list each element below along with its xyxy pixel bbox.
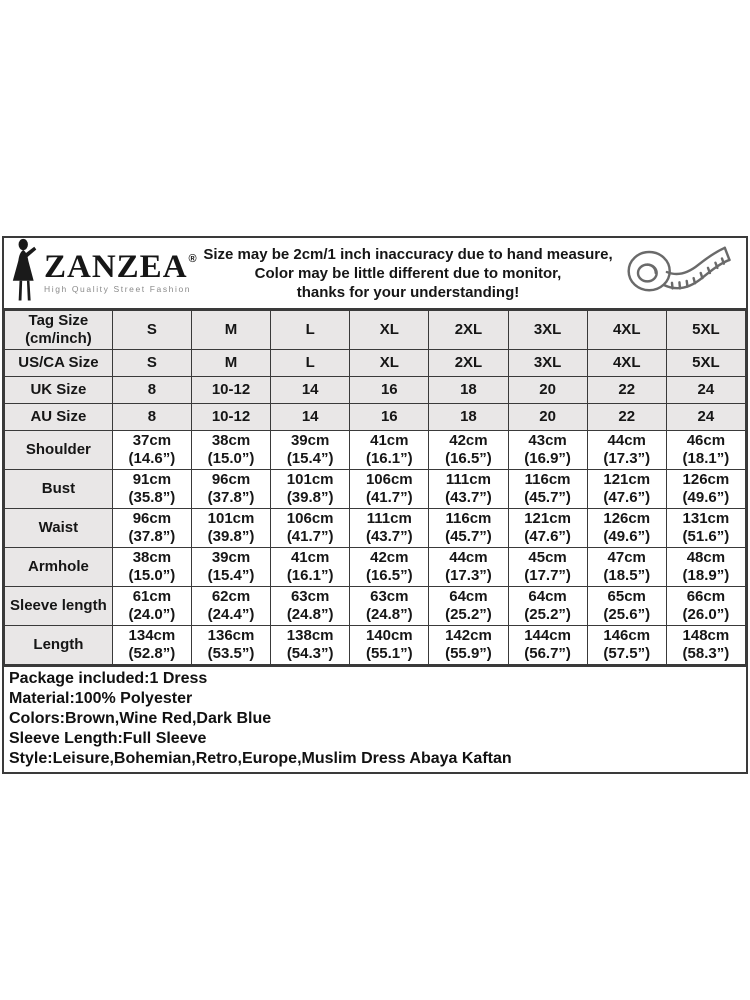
- detail-line: Style:Leisure,Bohemian,Retro,Europe,Muslim Dress Abaya Kaftan: [9, 750, 512, 767]
- size-cell: 126cm (49.6”): [666, 470, 745, 509]
- size-cell: 8: [112, 404, 191, 431]
- size-cell: 134cm (52.8”): [112, 626, 191, 665]
- size-cell: 39cm (15.4”): [191, 548, 270, 587]
- size-cell: L: [271, 311, 350, 350]
- size-cell: 64cm (25.2”): [429, 587, 508, 626]
- size-cell: 116cm (45.7”): [508, 470, 587, 509]
- size-cell: 47cm (18.5”): [587, 548, 666, 587]
- detail-line: Package included:1 Dress: [9, 670, 208, 687]
- row-label: UK Size: [5, 377, 113, 404]
- table-row: [5, 548, 746, 587]
- size-cell: 2XL: [429, 350, 508, 377]
- detail-line: Sleeve Length:Full Sleeve: [9, 730, 207, 747]
- size-cell: 14: [271, 377, 350, 404]
- size-cell: 131cm (51.6”): [666, 509, 745, 548]
- row-label: Waist: [5, 509, 113, 548]
- registered-mark: ®: [188, 253, 198, 265]
- size-cell: 106cm (41.7”): [350, 470, 429, 509]
- table-row: [5, 350, 746, 377]
- size-cell: 136cm (53.5”): [191, 626, 270, 665]
- size-cell: S: [112, 350, 191, 377]
- size-cell: 22: [587, 404, 666, 431]
- size-cell: L: [271, 350, 350, 377]
- size-chart-sheet: [2, 236, 748, 774]
- size-cell: 140cm (55.1”): [350, 626, 429, 665]
- table-row: [5, 470, 746, 509]
- size-cell: 4XL: [587, 350, 666, 377]
- table-row: [5, 404, 746, 431]
- size-cell: 42cm (16.5”): [350, 548, 429, 587]
- size-cell: 24: [666, 404, 745, 431]
- row-label: Tag Size (cm/inch): [5, 311, 113, 350]
- size-cell: 39cm (15.4”): [271, 431, 350, 470]
- size-cell: 63cm (24.8”): [271, 587, 350, 626]
- size-cell: 61cm (24.0”): [112, 587, 191, 626]
- size-cell: 5XL: [666, 311, 745, 350]
- brand-name: ZANZEA®: [44, 249, 198, 285]
- size-cell: 142cm (55.9”): [429, 626, 508, 665]
- row-label: US/CA Size: [5, 350, 113, 377]
- size-cell: 121cm (47.6”): [587, 470, 666, 509]
- size-cell: 18: [429, 404, 508, 431]
- detail-line: Colors:Brown,Wine Red,Dark Blue: [9, 710, 272, 727]
- table-row: [5, 626, 746, 665]
- size-cell: XL: [350, 350, 429, 377]
- size-cell: 42cm (16.5”): [429, 431, 508, 470]
- table-row: [5, 431, 746, 470]
- size-cell: 111cm (43.7”): [350, 509, 429, 548]
- size-cell: 43cm (16.9”): [508, 431, 587, 470]
- size-cell: 20: [508, 404, 587, 431]
- size-cell: 65cm (25.6”): [587, 587, 666, 626]
- size-cell: 44cm (17.3”): [429, 548, 508, 587]
- size-cell: 48cm (18.9”): [666, 548, 745, 587]
- brand-tagline: High Quality Street Fashion: [44, 284, 192, 294]
- tape-measure-icon: [622, 242, 738, 304]
- size-cell: 41cm (16.1”): [271, 548, 350, 587]
- row-label: Length: [5, 626, 113, 665]
- size-cell: 16: [350, 404, 429, 431]
- notice-line: thanks for your understanding!: [296, 283, 520, 301]
- size-cell: 41cm (16.1”): [350, 431, 429, 470]
- size-cell: 37cm (14.6”): [112, 431, 191, 470]
- size-cell: 148cm (58.3”): [666, 626, 745, 665]
- size-cell: 20: [508, 377, 587, 404]
- size-cell: 8: [112, 377, 191, 404]
- row-label: Shoulder: [5, 431, 113, 470]
- size-cell: 96cm (37.8”): [191, 470, 270, 509]
- size-cell: S: [112, 311, 191, 350]
- size-cell: 121cm (47.6”): [508, 509, 587, 548]
- row-label: AU Size: [5, 404, 113, 431]
- size-cell: 3XL: [508, 350, 587, 377]
- size-cell: 45cm (17.7”): [508, 548, 587, 587]
- size-cell: 5XL: [666, 350, 745, 377]
- size-cell: 4XL: [587, 311, 666, 350]
- size-cell: 111cm (43.7”): [429, 470, 508, 509]
- size-cell: 66cm (26.0”): [666, 587, 745, 626]
- size-cell: 22: [587, 377, 666, 404]
- size-cell: 144cm (56.7”): [508, 626, 587, 665]
- size-cell: XL: [350, 311, 429, 350]
- size-cell: 96cm (37.8”): [112, 509, 191, 548]
- header: [4, 238, 746, 310]
- size-cell: 38cm (15.0”): [112, 548, 191, 587]
- notice-line: Color may be little different due to monitor,: [254, 264, 562, 282]
- size-cell: 101cm (39.8”): [191, 509, 270, 548]
- size-cell: 138cm (54.3”): [271, 626, 350, 665]
- size-cell: 116cm (45.7”): [429, 509, 508, 548]
- table-row: [5, 587, 746, 626]
- size-cell: 24: [666, 377, 745, 404]
- size-cell: 44cm (17.3”): [587, 431, 666, 470]
- size-cell: 146cm (57.5”): [587, 626, 666, 665]
- table-row: [5, 377, 746, 404]
- size-cell: M: [191, 350, 270, 377]
- size-cell: 101cm (39.8”): [271, 470, 350, 509]
- size-cell: 18: [429, 377, 508, 404]
- size-cell: 3XL: [508, 311, 587, 350]
- size-table-body: [5, 311, 746, 665]
- brand-text: [44, 249, 198, 294]
- brand-logo: [10, 238, 198, 309]
- size-cell: 126cm (49.6”): [587, 509, 666, 548]
- size-cell: 10-12: [191, 404, 270, 431]
- detail-line: Material:100% Polyester: [9, 690, 193, 707]
- row-label: Bust: [5, 470, 113, 509]
- woman-silhouette-icon: [10, 238, 40, 309]
- size-cell: 10-12: [191, 377, 270, 404]
- row-label: Armhole: [5, 548, 113, 587]
- size-cell: 63cm (24.8”): [350, 587, 429, 626]
- size-cell: 62cm (24.4”): [191, 587, 270, 626]
- size-cell: 38cm (15.0”): [191, 431, 270, 470]
- size-notice: [198, 245, 622, 302]
- size-cell: 91cm (35.8”): [112, 470, 191, 509]
- size-cell: M: [191, 311, 270, 350]
- table-row: [5, 509, 746, 548]
- size-cell: 14: [271, 404, 350, 431]
- row-label: Sleeve length: [5, 587, 113, 626]
- size-cell: 16: [350, 377, 429, 404]
- size-table: [4, 310, 746, 665]
- size-cell: 46cm (18.1”): [666, 431, 745, 470]
- size-cell: 2XL: [429, 311, 508, 350]
- size-cell: 106cm (41.7”): [271, 509, 350, 548]
- size-cell: 64cm (25.2”): [508, 587, 587, 626]
- notice-line: Size may be 2cm/1 inch inaccuracy due to hand measure,: [203, 245, 613, 263]
- product-details: [4, 665, 746, 772]
- table-row: [5, 311, 746, 350]
